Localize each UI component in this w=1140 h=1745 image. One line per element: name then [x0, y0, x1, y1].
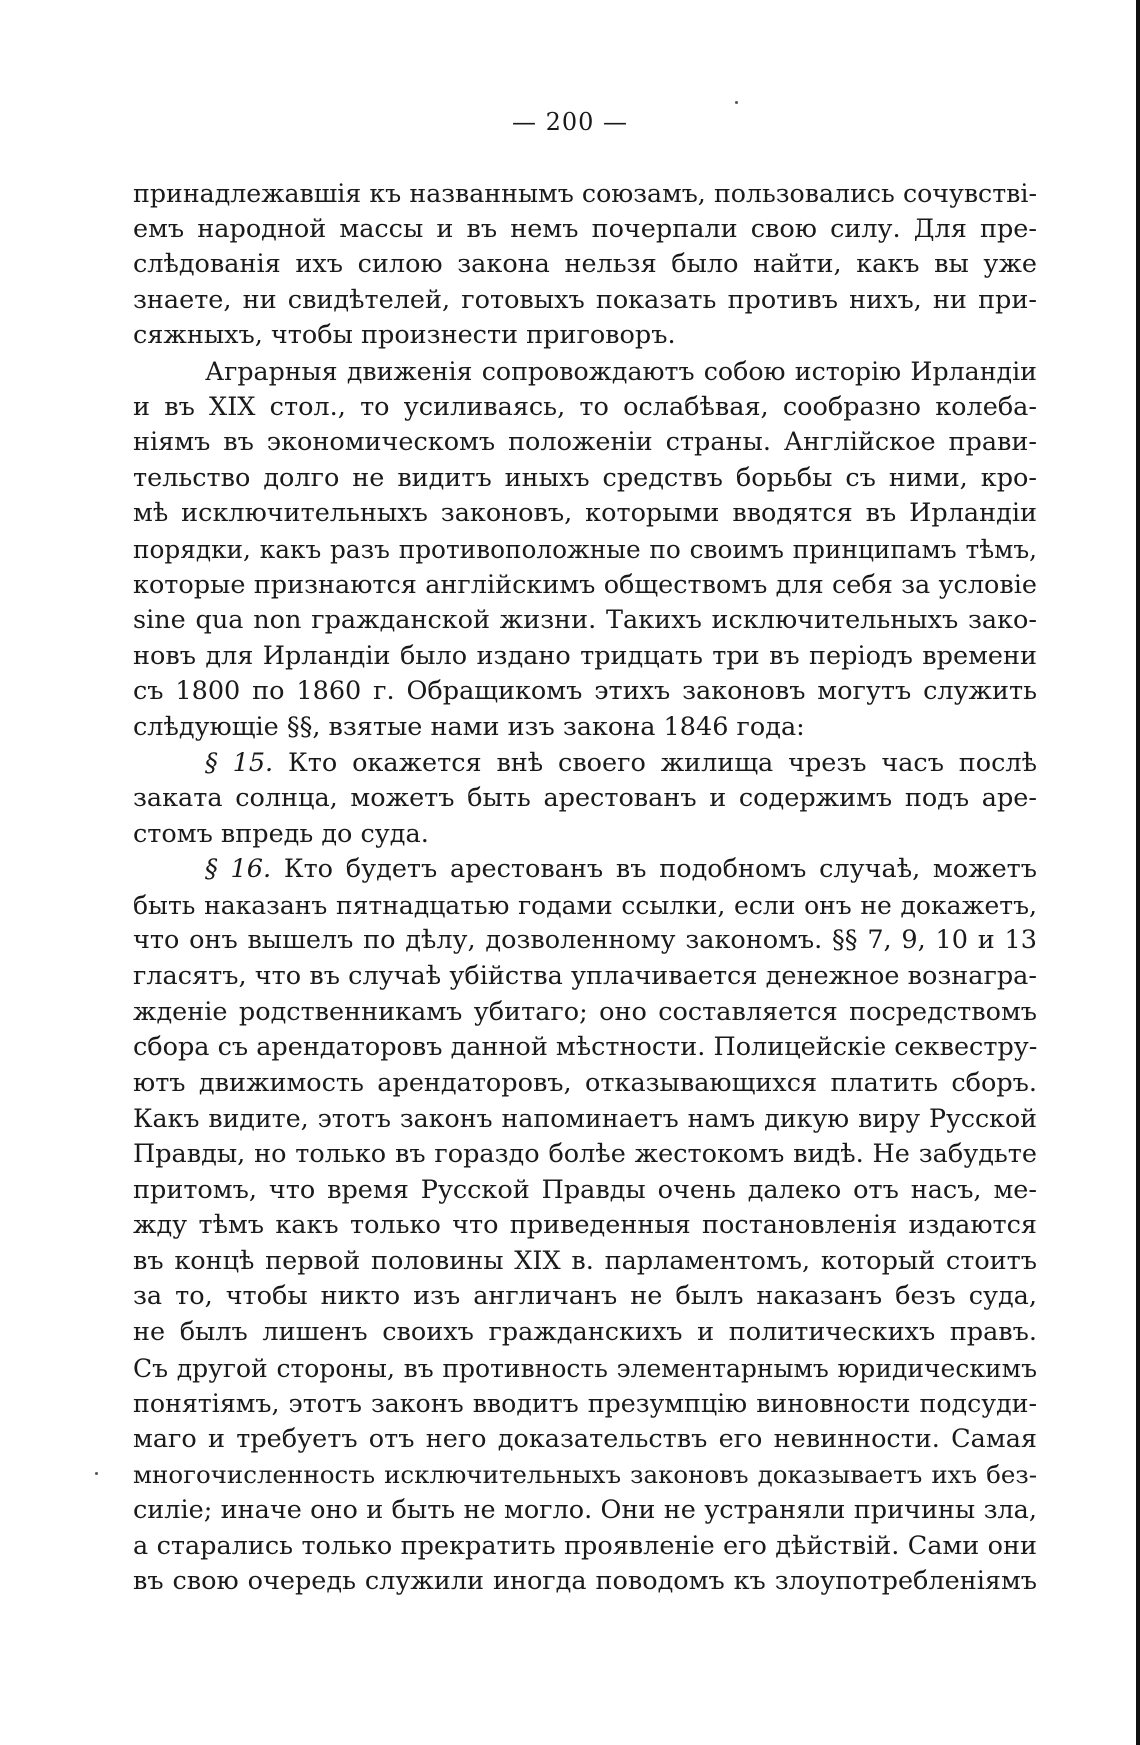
- text-line: Правды, но только въ гораздо болѣе жестокомъ видѣ. Не забудьте: [133, 1139, 1037, 1170]
- text-line: новъ для Ирландіи было издано тридцать три въ періодъ времени: [133, 640, 1037, 671]
- text-line: быть наказанъ пятнадцатью годами ссылки, если онъ не докажетъ,: [133, 890, 1037, 920]
- section-mark-16: § 16.: [205, 854, 272, 885]
- text-line: жденіе родственникамъ убитаго; оно составляется посредствомъ: [133, 996, 1037, 1027]
- text-line: сяжныхъ, чтобы произнести приговоръ.: [133, 320, 676, 351]
- text-line: сбора съ арендаторовъ данной мѣстности. Полицейскіе секвестру-: [133, 1032, 1038, 1063]
- text-line: тельство долго не видитъ иныхъ средствъ борьбы съ ними, кро-: [133, 462, 1037, 493]
- text-line: стомъ впредь до суда.: [133, 818, 429, 849]
- text-line: съ 1800 по 1860 г. Обращикомъ этихъ законовъ могутъ служить: [133, 676, 1037, 707]
- section-16-text: Кто будетъ арестованъ въ подобномъ случаѣ, можетъ: [283, 854, 1037, 885]
- text-line: за то, чтобы никто изъ англичанъ не былъ наказанъ безъ суда,: [133, 1281, 1037, 1312]
- text-line: мѣ исключительныхъ законовъ, которыми вводятся въ Ирландіи: [133, 498, 1037, 529]
- text-line: слѣдованія ихъ силою закона нельзя было найти, какъ вы уже: [133, 249, 1037, 280]
- text-line: Какъ видите, этотъ законъ напоминаетъ намъ дикую виру Русской: [133, 1104, 1037, 1134]
- text-line: порядки, какъ разъ противоположные по своимъ принципамъ тѣмъ,: [133, 534, 1037, 564]
- text-line: въ свою очередь служили иногда поводомъ къ злоупотребленіямъ: [133, 1566, 1037, 1597]
- text-line: въ концѣ первой половины XIX в. парламентомъ, который стоитъ: [133, 1245, 1037, 1276]
- text-line: жду тѣмъ какъ только что приведенныя постановленія издаются: [133, 1210, 1037, 1241]
- text-line: sine qua non гражданской жизни. Такихъ исключительныхъ зако-: [133, 605, 1037, 636]
- text-line: которые признаются англійскимъ обществомъ для себя за условіе: [133, 569, 1037, 600]
- text-line: многочисленность исключительныхъ законовъ доказываетъ ихъ без-: [133, 1460, 1037, 1490]
- section-mark-15: § 15.: [205, 747, 274, 778]
- text-line: силіе; иначе оно и быть не могло. Они не устраняли причины зла,: [133, 1494, 1037, 1525]
- text-line: принадлежавшія къ названнымъ союзамъ, пользовались сочувстві-: [133, 179, 1037, 208]
- scan-speck: [95, 1472, 98, 1475]
- paragraph-start-line: Аграрныя движенія сопровождаютъ собою исторію Ирландіи: [205, 356, 1037, 386]
- text-line: знаете, ни свидѣтелей, готовыхъ показать противъ нихъ, ни при-: [133, 284, 1037, 315]
- text-line: ютъ движимость арендаторовъ, отказывающихся платить сборъ.: [133, 1067, 1037, 1098]
- text-line: и въ XIX стол., то усиливаясь, то ослабѣвая, сообразно колеба-: [133, 391, 1037, 422]
- section-15-line: [133, 746, 1037, 782]
- text-line: маго и требуетъ отъ него доказательствъ его невинности. Самая: [133, 1423, 1037, 1454]
- text-line: Съ другой стороны, въ противность элементарнымъ юридическимъ: [133, 1353, 1037, 1383]
- text-line: притомъ, что время Русской Правды очень далеко отъ насъ, ме-: [133, 1174, 1037, 1205]
- body-text: [133, 176, 1037, 1600]
- text-line: слѣдующіе §§, взятые нами изъ закона 1846 года:: [133, 711, 805, 742]
- text-line: а старались только прекратить проявленіе его дѣйствій. Сами они: [133, 1530, 1037, 1561]
- text-line: гласятъ, что въ случаѣ убійства уплачивается денежное вознагра-: [133, 961, 1037, 992]
- text-line: не былъ лишенъ своихъ гражданскихъ и политическихъ правъ.: [133, 1317, 1037, 1347]
- page-number: — 200 —: [511, 108, 629, 136]
- text-line: ніямъ въ экономическомъ положеніи страны. Англійское прави-: [133, 427, 1037, 458]
- text-line: что онъ вышелъ по дѣлу, дозволенному закономъ. §§ 7, 9, 10 и 13: [133, 925, 1037, 956]
- text-line: понятіямъ, этотъ законъ вводитъ презумпцію виновности подсуди-: [133, 1389, 1037, 1419]
- text-line: заката солнца, можетъ быть арестованъ и содержимъ подъ аре-: [133, 783, 1037, 814]
- text-line: емъ народной массы и въ немъ почерпали свою силу. Для пре-: [133, 213, 1037, 244]
- scan-edge: [1136, 0, 1140, 1745]
- scan-speck: [735, 101, 738, 104]
- section-15-text: Кто окажется внѣ своего жилища чрезъ часъ послѣ: [288, 747, 1037, 778]
- section-16-line: [133, 852, 1037, 888]
